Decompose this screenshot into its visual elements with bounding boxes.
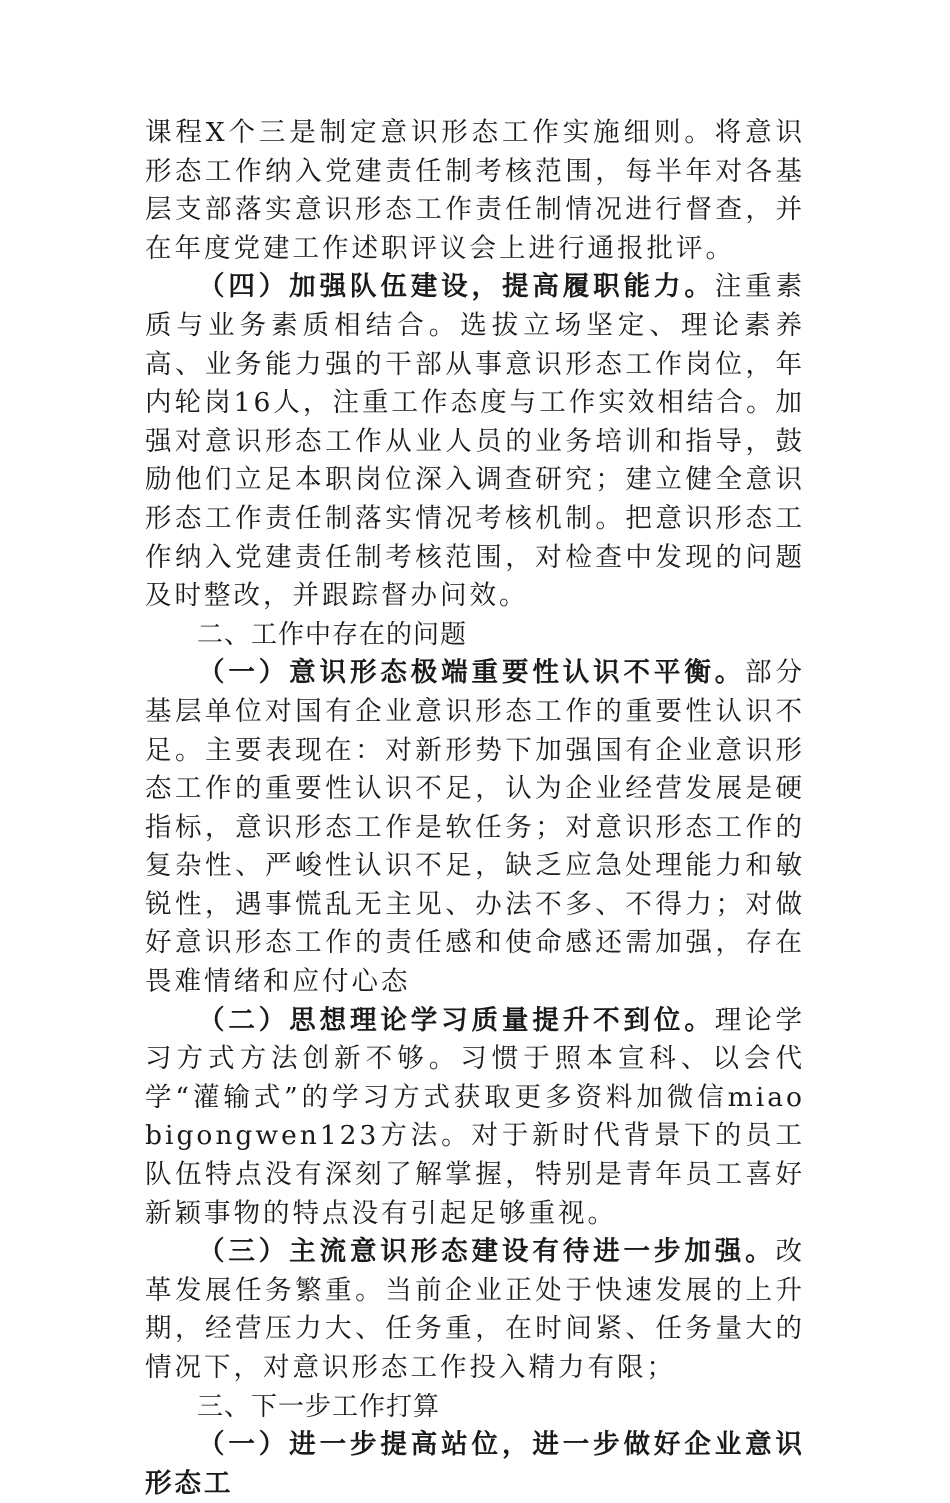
paragraph-continuation <box>145 114 805 268</box>
paragraph-team-building <box>145 268 805 615</box>
paragraph-text: 改革发展任务繁重。当前企业正处于快速发展的上升期，经营压力大、任务重，在时间紧、任务量大的情况下，对意识形态工作投入精力有限； <box>145 1236 805 1383</box>
paragraph-problem-1 <box>145 654 805 1001</box>
paragraph-next-step-1 <box>145 1426 805 1503</box>
paragraph-lead: （一）进一步提高站位，进一步做好企业意识形态工 <box>145 1429 805 1499</box>
paragraph-text: 部分基层单位对国有企业意识形态工作的重要性认识不足。主要表现在：对新形势下加强国有企业意识形态工作的重要性认识不足，认为企业经营发展是硬指标，意识形态工作是软任务；对意识形态工作的复杂性、严峻性认识不足，缺乏应急处理能力和敏锐性，遇事慌乱无主见、办法不多、不得力；对做好意识形态工作的责任感和使命感还需加强，存在畏难情绪和应付心态 <box>145 657 806 998</box>
paragraph-text: 注重素质与业务素质相结合。选拔立场坚定、理论素养高、业务能力强的干部从事意识形态工作岗位，年内轮岗16人，注重工作态度与工作实效相结合。加强对意识形态工作从业人员的业务培训和指导，鼓励他们立足本职岗位深入调查研究；建立健全意识形态工作责任制落实情况考核机制。把意识形态工作纳入党建责任制考核范围，对检查中发现的问题及时整改，并跟踪督办问效。 <box>145 271 806 612</box>
section-heading-next-steps: 三、下一步工作打算 <box>197 1391 441 1422</box>
paragraph-lead: （四）加强队伍建设，提高履职能力。 <box>198 271 715 303</box>
paragraph-text: 课程Ⅹ个三是制定意识形态工作实施细则。将意识形态工作纳入党建责任制考核范围，每半年对各基层支部落实意识形态工作责任制情况进行督查，并在年度党建工作述职评议会上进行通报批评。 <box>145 117 805 264</box>
paragraph-lead: （一）意识形态极端重要性认识不平衡。 <box>198 657 746 689</box>
paragraph-lead: （二）思想理论学习质量提升不到位。 <box>198 1004 715 1036</box>
paragraph-problem-2 <box>145 1002 805 1234</box>
document-body <box>145 114 805 1503</box>
section-heading-problems: 二、工作中存在的问题 <box>197 619 468 650</box>
paragraph-text: 理论学习方式方法创新不够。习惯于照本宣科、以会代学“灌输式”的学习方式获取更多资料加微信miaobigongwen123方法。对于新时代背景下的员工队伍特点没有深刻了解掌握，特别是青年员工喜好新颖事物的特点没有引起足够重视。 <box>145 1004 806 1229</box>
paragraph-problem-3 <box>145 1233 805 1387</box>
paragraph-lead: （三）主流意识形态建设有待进一步加强。 <box>198 1236 776 1268</box>
